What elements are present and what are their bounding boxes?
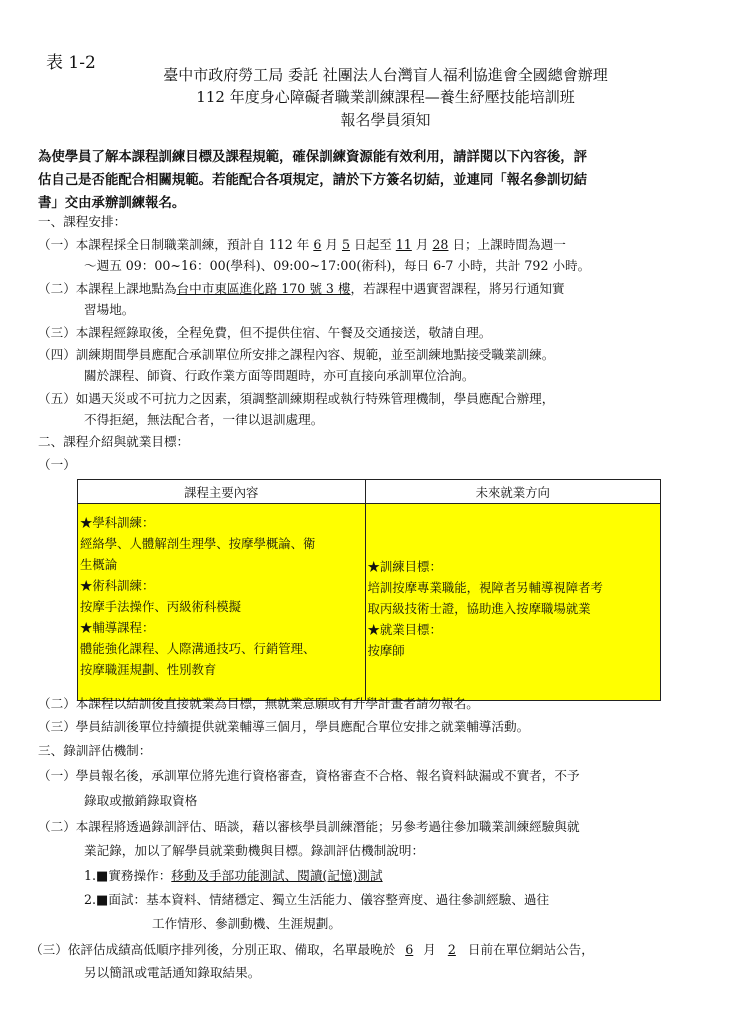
- col-header-employment: 未來就業方向: [365, 480, 661, 504]
- section2-item3: （三）學員結訓後單位持續提供就業輔導三個月，學員應配合單位安排之就業輔導活動。: [38, 719, 530, 734]
- content-line: ★輔導課程：: [80, 620, 155, 635]
- announce-month: 6: [405, 942, 414, 957]
- section2-item2: （二）本課程以結訓後直接就業為目標，無就業意願或有升學計畫者請勿報名。: [38, 696, 479, 711]
- section3-title: 三、錄訓評估機制：: [38, 743, 152, 758]
- employment-line: ★訓練目標：: [367, 559, 442, 574]
- content-line: 按摩職涯規劃、性別教育: [80, 662, 217, 677]
- method-value: 基本資料、情緒穩定、獨立生活能力、儀容整齊度、過往參訓經驗、過往: [146, 892, 550, 907]
- table-header-row: [78, 480, 661, 504]
- item-text: 日前在單位網站公告，: [463, 942, 594, 957]
- section1-item2-line2: 習場地。: [84, 302, 135, 317]
- content-line: 經絡學、人體解剖生理學、按摩學概論、衛: [80, 536, 316, 551]
- start-day: 5: [341, 237, 350, 252]
- header-course-title: 112 年度身心障礙者職業訓練課程—養生紓壓技能培訓班: [196, 88, 575, 106]
- content-line: ★學科訓練：: [80, 515, 155, 530]
- content-line: ★術科訓練：: [80, 578, 155, 593]
- table-row: [78, 504, 661, 701]
- section1-title: 一、課程安排：: [38, 214, 127, 229]
- content-line: 按摩手法操作、丙級術科模擬: [80, 599, 242, 614]
- black-square-icon: ■: [96, 893, 109, 908]
- section1-item5-line2: 不得拒絕，無法配合者，一律以退訓處理。: [84, 412, 324, 427]
- item-text: ，若課程中遇實習課程，將另行通知實: [350, 281, 565, 296]
- method-value: 移動及手部功能測試、閱讀(記憶)測試: [171, 868, 383, 883]
- assessment-method-2: [84, 889, 549, 911]
- header-notice-title: 報名學員須知: [340, 111, 431, 129]
- section3-item1: （一）學員報名後，承訓單位將先進行資格審查，資格審查不合格、報名資料缺漏或不實者，不予: [38, 768, 580, 783]
- section1-item1-line2: ～週五 09：00~16：00(學科)、09:00~17:00(術科)，每日 6-7 小時，共計 792 小時。: [84, 258, 591, 273]
- method-number: 1.: [84, 868, 97, 883]
- start-month: 6: [313, 237, 322, 252]
- section3-item2-line2: 業記錄，加以了解學員就業動機與目標。錄訓評估機制說明：: [84, 843, 425, 858]
- item-text: （一）本課程採全日制職業訓練，預計自 112 年: [38, 237, 314, 252]
- section1-item1: [38, 234, 566, 255]
- assessment-method-1: [84, 865, 383, 887]
- section3-item3-line2: 另以簡訊或電話通知錄取結果。: [84, 965, 261, 980]
- intro-line: 書」交由承辦訓練報名。: [38, 195, 186, 211]
- black-square-icon: ■: [96, 869, 109, 884]
- item-text: （三）依評估成績高低順序排列後，分別正取、備取，名單最晚於: [30, 942, 400, 957]
- class-address: 台中市東區進化路 170 號 3 樓: [176, 281, 351, 296]
- course-content-cell: [78, 504, 366, 701]
- employment-cell: [365, 504, 661, 701]
- item-text: 月: [419, 942, 440, 957]
- employment-line: 取丙級技術士證，協助進入按摩職場就業: [367, 601, 591, 616]
- end-day: 28: [432, 237, 449, 252]
- method-label: 面試：: [108, 892, 147, 907]
- section1-item2: [38, 278, 565, 299]
- item-text: 日起至: [349, 237, 396, 252]
- section3-item3: [30, 939, 594, 960]
- employment-line: 培訓按摩專業職能，視障者另輔導視障者考: [367, 580, 603, 595]
- method-number: 2.: [84, 892, 97, 907]
- item-text: （二）本課程上課地點為: [38, 281, 177, 296]
- section1-item5: （五）如遇天災或不可抗力之因素，須調整訓練期程或執行特殊管理機制，學員應配合辦理，: [38, 391, 555, 406]
- method-label: 實務操作：: [108, 868, 172, 883]
- content-line: 體能強化課程、人際溝通技巧、行銷管理、: [80, 641, 316, 656]
- header-organizer: 臺中市政府勞工局 委託 社團法人台灣盲人福利協進會全國總會辦理: [163, 66, 608, 84]
- section3-item2: （二）本課程將透過錄訓評估、晤談，藉以審核學員訓練潛能；另參考過往參加職業訓練經驗與就: [38, 819, 580, 834]
- intro-paragraph: [38, 146, 698, 215]
- item-text: 日；上課時間為週一: [448, 237, 566, 252]
- col-header-content: 課程主要內容: [78, 480, 366, 504]
- employment-line: ★就業目標：: [367, 622, 442, 637]
- intro-line: 為使學員了解本課程訓練目標及課程規範，確保訓練資源能有效利用，請詳閱以下內容後，評: [38, 149, 588, 165]
- employment-line: 按摩師: [367, 643, 405, 658]
- content-line: 生概論: [80, 557, 118, 572]
- section1-item4-line2: 關於課程、師資、行政作業方面等問題時，亦可直接向承訓單位洽詢。: [84, 368, 475, 383]
- announce-day: 2: [447, 942, 456, 957]
- section1-item3: （三）本課程經錄取後，全程免費，但不提供住宿、午餐及交通接送，敬請自理。: [38, 325, 492, 340]
- end-month: 11: [395, 237, 412, 252]
- intro-line: 估自己是否能配合相關規範。若能配合各項規定，請於下方簽名切結，並連同「報名參訓切結: [38, 172, 588, 188]
- item-text: 月: [321, 237, 342, 252]
- assessment-method-2-line2: 工作情形、參訓動機、生涯規劃。: [152, 916, 341, 931]
- item-text: 月: [411, 237, 433, 252]
- section1-item4: （四）訓練期間學員應配合承訓單位所安排之課程內容、規範，並至訓練地點接受職業訓練。: [38, 347, 555, 362]
- table-label: 表 1-2: [46, 53, 96, 73]
- section2-sub1: （一）: [38, 457, 76, 472]
- section2-title: 二、課程介紹與就業目標：: [38, 434, 190, 449]
- section3-item1-line2: 錄取或撤銷錄取資格: [84, 793, 198, 808]
- course-table: [77, 479, 661, 701]
